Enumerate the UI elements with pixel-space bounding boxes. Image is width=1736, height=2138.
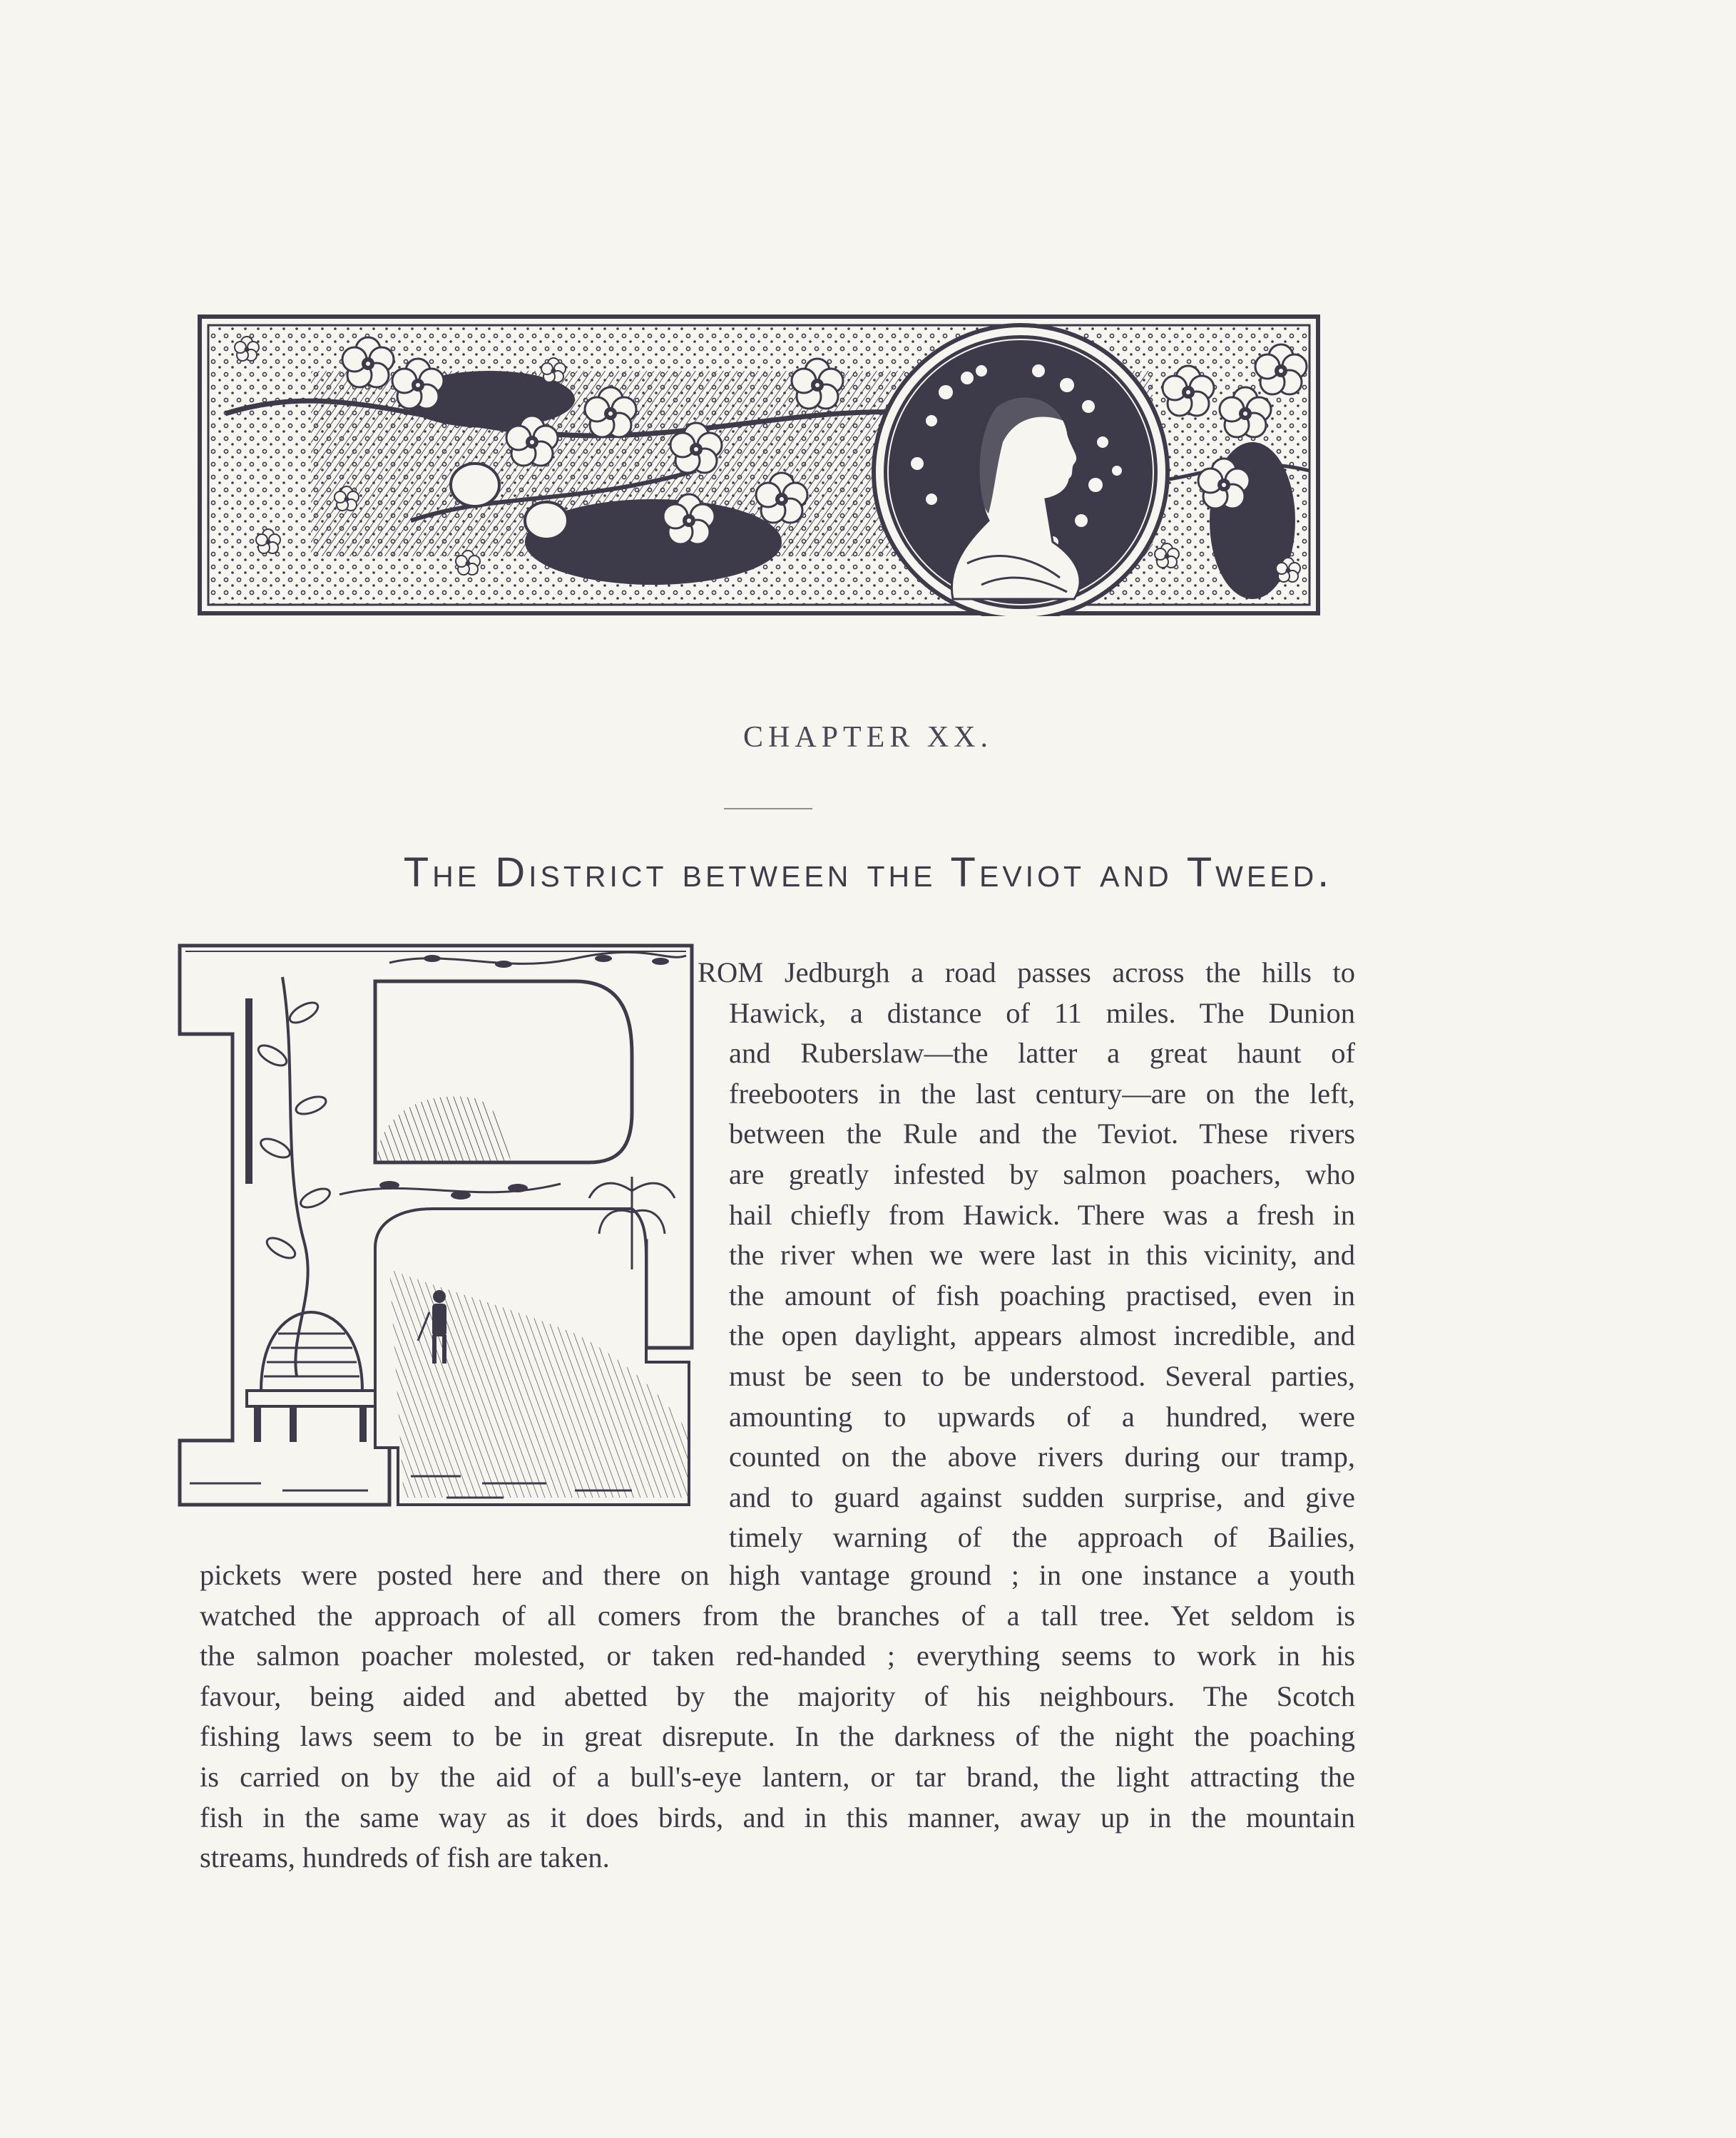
text-line: the open daylight, appears almost incredible, and — [729, 1319, 1355, 1352]
text-line: fish in the same way as it does birds, and in this manner, away up in the mountain — [200, 1801, 1355, 1833]
text-line: freebooters in the last century—are on the left, — [729, 1077, 1355, 1110]
text-line: the amount of fish poaching practised, even in — [729, 1279, 1355, 1311]
text-line: timely warning of the approach of Bailies, — [729, 1521, 1355, 1554]
text-line: the salmon poacher molested, or taken red-handed ; everything seems to work in his — [200, 1640, 1355, 1672]
text-line: and Ruberslaw—the latter a great haunt of — [729, 1037, 1355, 1070]
body-paragraph-full — [200, 1555, 1355, 1878]
text-line: the river when we were last in this vicinity, and — [729, 1239, 1355, 1272]
headpiece-illustration — [197, 307, 1321, 616]
text-line: ROM Jedburgh a road passes across the hills to — [698, 956, 1355, 988]
text-line: hail chiefly from Hawick. There was a fresh in — [729, 1198, 1355, 1231]
text-line: must be seen to be understood. Several parties, — [729, 1359, 1355, 1392]
text-line: are greatly infested by salmon poachers, who — [729, 1157, 1355, 1190]
text-line: amounting to upwards of a hundred, were — [729, 1400, 1355, 1433]
text-line: favour, being aided and abetted by the majority of his neighbours. The Scotch — [200, 1679, 1355, 1712]
text-line: between the Rule and the Teviot. These rivers — [729, 1117, 1355, 1150]
title-divider — [724, 808, 812, 809]
body-paragraph-wrapped — [698, 953, 1355, 1558]
text-line: counted on the above rivers during our tramp, — [729, 1441, 1355, 1473]
text-line: fishing laws seem to be in great disrepute. In the darkness of the night the poaching — [200, 1720, 1355, 1753]
text-line: and to guard against sudden surprise, and give — [729, 1480, 1355, 1513]
chapter-label: CHAPTER XX. — [742, 721, 994, 754]
drop-cap-illustration — [175, 934, 696, 1519]
text-line: watched the approach of all comers from the branches of a tall tree. Yet seldom is — [200, 1599, 1355, 1632]
text-line: Hawick, a distance of 11 miles. The Dunion — [729, 996, 1355, 1029]
text-line: pickets were posted here and there on high vantage ground ; in one instance a youth — [200, 1559, 1355, 1591]
chapter-title: The District between the Teviot and Tweed. — [403, 849, 1333, 896]
text-line: streams, hundreds of fish are taken. — [200, 1841, 610, 1874]
text-line: is carried on by the aid of a bull's-eye lantern, or tar brand, the light attracting the — [200, 1760, 1355, 1793]
